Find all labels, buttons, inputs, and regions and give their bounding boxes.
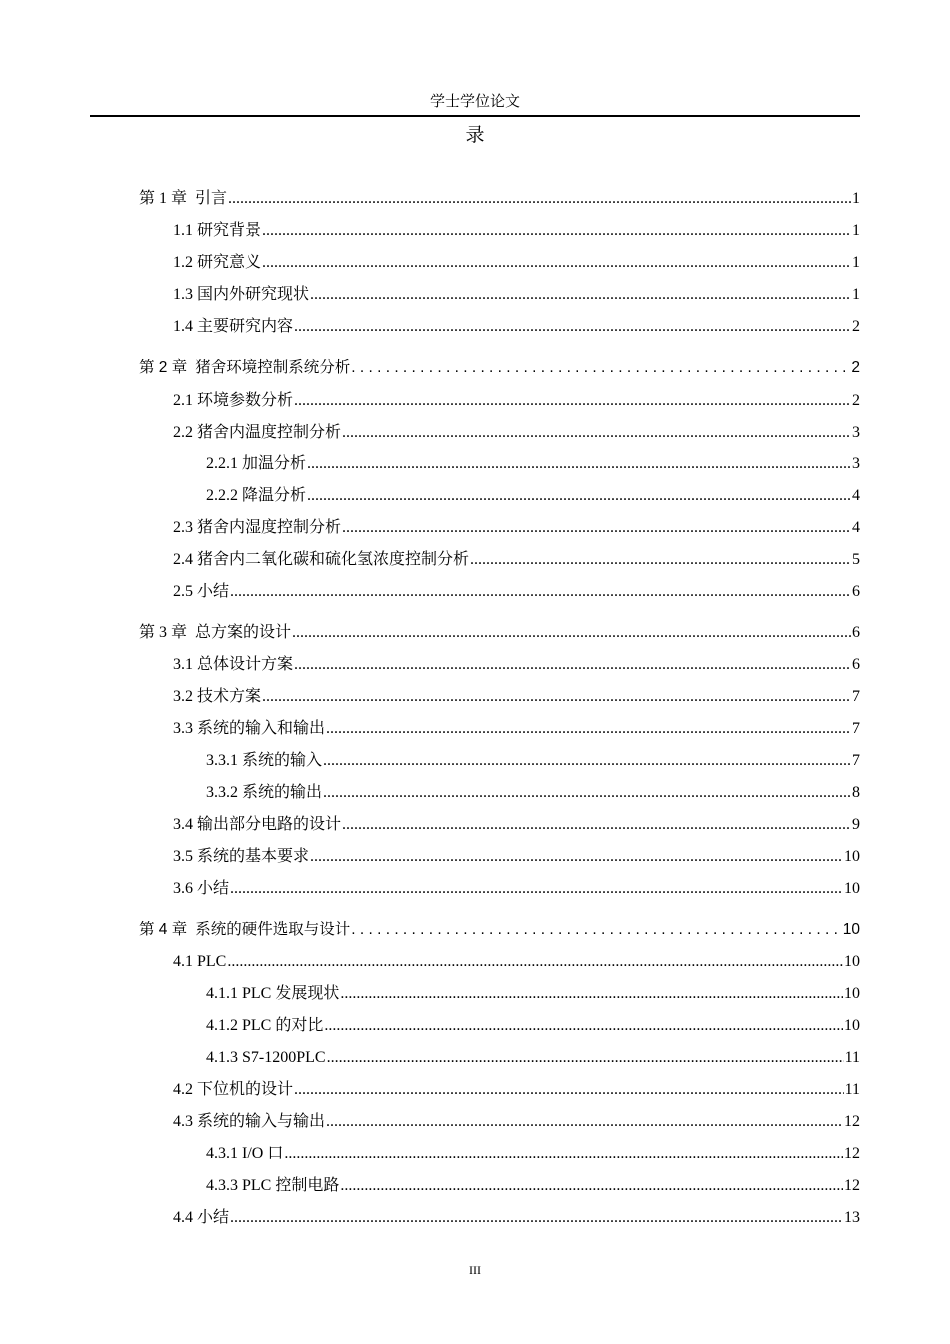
toc-entry[interactable] [206,1016,860,1036]
toc-entry[interactable] [206,1176,860,1196]
toc-entry[interactable] [173,582,860,602]
toc-entry-number: 3.5 [173,848,193,865]
toc-entry-label [206,984,339,1004]
toc-leader-dots [310,285,851,305]
toc-entry-title: 降温分析 [242,487,307,504]
toc-entry-number: 2.3 [173,519,193,536]
toc-entry[interactable] [206,454,860,474]
toc-entry-number: 4.4 [173,1209,193,1226]
toc-entry-title: PLC 的对比 [242,1017,324,1034]
toc-entry-title: 加温分析 [242,455,307,472]
toc-entry-page: 2 [852,318,860,335]
toc-entry-label [206,1048,326,1068]
toc-entry-label [173,719,325,739]
toc-entry-title: 系统的硬件选取与设计 [195,921,351,938]
toc-entry-title: 研究意义 [197,254,262,271]
toc-entry[interactable] [173,655,860,675]
toc-entry-label [173,687,261,707]
toc-entry-number: 1.1 [173,222,193,239]
toc-entry-title: 技术方案 [197,688,262,705]
toc-entry-page: 12 [844,1177,860,1194]
toc-leader-dots [230,1208,843,1228]
toc-entry-page: 6 [852,583,860,600]
toc-entry-number: 2.1 [173,392,193,409]
toc-entry-number: 第 3 章 [139,624,188,641]
header-rule [90,115,860,117]
toc-entry-number: 第 4 章 [139,921,188,938]
toc-entry-title: 系统的基本要求 [197,848,310,865]
toc-leader-dots [324,1016,843,1036]
toc-entry-title: PLC 控制电路 [242,1177,340,1194]
toc-entry[interactable] [206,783,860,803]
toc-entry-title: 猪舍内湿度控制分析 [197,519,342,536]
toc-leader-dots [342,518,851,538]
toc-entry-title: 猪舍环境控制系统分析 [195,359,351,376]
toc-leader-dots [307,454,851,474]
toc-entry-number: 4.3 [173,1113,193,1130]
toc-leader-dots [230,582,851,602]
toc-entry-page: 10 [844,880,860,897]
toc-entry-page: 6 [852,656,860,673]
toc-entry-label [173,1112,325,1132]
toc-entry-label [173,1208,229,1228]
toc-entry-label [206,1016,323,1036]
toc-entry-page: 1 [852,254,860,271]
toc-entry-title: PLC [197,953,227,970]
toc-entry[interactable] [173,847,860,867]
toc-entry-page: 7 [852,720,860,737]
toc-entry-page: 3 [852,455,860,472]
toc-entry-page: 10 [844,953,860,970]
toc-entry-page: 10 [842,921,860,938]
toc-entry-title: 国内外研究现状 [197,286,310,303]
toc-entry[interactable] [139,920,860,940]
toc-entry-page: 5 [852,551,860,568]
toc-entry[interactable] [173,518,860,538]
toc-entry-label [139,189,227,209]
toc-leader-dots [327,1048,844,1068]
toc-entry-title: 猪舍内温度控制分析 [197,424,342,441]
toc-entry[interactable] [173,952,860,972]
toc-leader-dots [294,655,851,675]
toc-entry-title: 小结 [197,1209,230,1226]
toc-entry-label [173,423,341,443]
toc-entry-page: 3 [852,424,860,441]
toc-entry-title: 系统的输入与输出 [197,1113,326,1130]
toc-entry-page: 10 [844,1017,860,1034]
toc-entry-number: 2.2 [173,424,193,441]
toc-entry-number: 3.3.2 [206,784,238,801]
toc-entry-page: 1 [852,190,860,207]
toc-entry-page: 11 [844,1049,860,1066]
toc-entry-page: 9 [852,816,860,833]
toc-entry-page: 4 [852,519,860,536]
toc-entry-title: 总方案的设计 [195,624,292,641]
toc-entry-number: 2.4 [173,551,193,568]
toc-leader-dots [340,984,843,1004]
toc-entry-number: 4.1.1 [206,985,238,1002]
toc-leader-dots [342,423,851,443]
toc-entry[interactable] [173,253,860,273]
toc-leader-dots [470,550,851,570]
toc-entry[interactable] [173,879,860,899]
toc-entry-page: 1 [852,222,860,239]
toc-entry-title: 小结 [197,880,230,897]
toc-entry[interactable] [139,623,860,643]
toc-entry[interactable] [206,486,860,506]
toc-entry-label [206,783,322,803]
toc-leader-dots [227,952,843,972]
toc-entry-label [173,847,309,867]
toc-entry-page: 8 [852,784,860,801]
toc-entry-number: 3.1 [173,656,193,673]
toc-entry-page: 7 [852,752,860,769]
toc-entry-page: 10 [844,848,860,865]
toc-entry[interactable] [206,1144,860,1164]
toc-entry[interactable] [173,687,860,707]
toc-entry-label [206,1176,339,1196]
toc-entry-label [173,879,229,899]
toc-entry-label [173,253,261,273]
toc-entry[interactable] [173,719,860,739]
toc-entry-title: S7-1200PLC [242,1049,326,1066]
toc-entry-label [173,285,309,305]
toc-entry[interactable] [206,1048,860,1068]
toc-leader-dots [323,751,851,771]
toc-leader-dots [292,623,851,643]
toc-entry-label [173,518,341,538]
toc-entry-label [173,1080,293,1100]
toc-entry[interactable] [173,1080,860,1100]
toc-entry-title: 系统的输入和输出 [197,720,326,737]
toc-title: 录 [465,125,485,146]
toc-entry-number: 4.1.2 [206,1017,238,1034]
toc-entry-number: 4.3.3 [206,1177,238,1194]
toc-entry-title: 研究背景 [197,222,262,239]
toc-leader-dots [262,687,851,707]
toc-entry-number: 3.3 [173,720,193,737]
toc-entry-page: 1 [852,286,860,303]
toc-entry-number: 1.3 [173,286,193,303]
toc-entry-number: 1.4 [173,318,193,335]
toc-entry[interactable] [173,221,860,241]
toc-entry-number: 4.1.3 [206,1049,238,1066]
toc-entry-label [139,358,350,378]
toc-entry-number: 2.2.2 [206,487,238,504]
toc-entry-number: 3.4 [173,816,193,833]
toc-entry-number: 4.1 [173,953,193,970]
toc-entry-title: 总体设计方案 [197,656,294,673]
toc-entry-label [173,655,293,675]
toc-entry-label [139,623,291,643]
toc-entry-page: 4 [852,487,860,504]
toc-entry-title: 猪舍内二氧化碳和硫化氢浓度控制分析 [197,551,470,568]
toc-entry[interactable] [139,189,860,209]
toc-entry-title: 环境参数分析 [197,392,294,409]
toc-leader-dots [323,783,851,803]
toc-entry-page: 12 [844,1145,860,1162]
toc-entry-label [173,550,469,570]
toc-entry[interactable] [173,815,860,835]
toc-entry[interactable] [173,391,860,411]
toc-entry[interactable] [173,550,860,570]
toc-entry-number: 第 1 章 [139,190,188,207]
toc-entry-page: 13 [844,1209,860,1226]
toc-leader-dots [262,221,851,241]
toc-entry-number: 3.3.1 [206,752,238,769]
page-number: III [469,1263,481,1277]
toc-entry-label [173,952,226,972]
toc-entry-title: 引言 [195,190,228,207]
toc-entry[interactable] [173,1112,860,1132]
toc-leader-dots [351,358,850,378]
toc-entry-label [139,920,350,940]
toc-entry-page: 2 [851,359,860,376]
toc-entry-page: 10 [844,985,860,1002]
toc-entry-label [173,391,293,411]
toc-leader-dots [351,920,842,940]
toc-entry-title: 系统的输入 [242,752,323,769]
toc-entry-label [173,582,229,602]
toc-leader-dots [294,1080,844,1100]
toc-entry-number: 4.2 [173,1081,193,1098]
toc-leader-dots [326,719,851,739]
toc-leader-dots [310,847,843,867]
toc-entry-number: 2.2.1 [206,455,238,472]
toc-leader-dots [307,486,851,506]
toc-entry-page: 7 [852,688,860,705]
toc-leader-dots [228,189,851,209]
toc-leader-dots [294,317,851,337]
toc-leader-dots [342,815,851,835]
toc-entry-number: 3.6 [173,880,193,897]
toc-entry[interactable] [173,1208,860,1228]
toc-entry-number: 4.3.1 [206,1145,238,1162]
toc-entry-label [206,751,322,771]
toc-entry-title: PLC 发展现状 [242,985,340,1002]
toc-entry-title: 下位机的设计 [197,1081,294,1098]
toc-entry-number: 2.5 [173,583,193,600]
toc-entry-number: 第 2 章 [139,359,188,376]
toc-entry-title: I/O 口 [242,1145,284,1162]
toc-entry-page: 2 [852,392,860,409]
page-header: 学士学位论文 [429,94,520,110]
toc-entry-label [173,815,341,835]
toc-entry[interactable] [173,423,860,443]
toc-leader-dots [262,253,851,273]
toc-entry-label [206,486,306,506]
toc-entry-label [206,1144,283,1164]
toc-entry-page: 6 [852,624,860,641]
toc-entry[interactable] [206,984,860,1004]
toc-entry[interactable] [139,358,860,378]
toc-leader-dots [284,1144,843,1164]
toc-leader-dots [326,1112,843,1132]
toc-entry-title: 输出部分电路的设计 [197,816,342,833]
toc-entry-label [173,317,293,337]
toc-entry[interactable] [206,751,860,771]
toc-entry-title: 系统的输出 [242,784,323,801]
toc-entry-label [173,221,261,241]
toc-entry-title: 小结 [197,583,230,600]
toc-entry-label [206,454,306,474]
toc-leader-dots [294,391,851,411]
toc-leader-dots [230,879,843,899]
toc-entry-number: 3.2 [173,688,193,705]
toc-entry[interactable] [173,285,860,305]
toc-entry[interactable] [173,317,860,337]
toc-entry-number: 1.2 [173,254,193,271]
toc-entry-title: 主要研究内容 [197,318,294,335]
toc-leader-dots [340,1176,843,1196]
toc-entry-page: 12 [844,1113,860,1130]
toc-entry-page: 11 [844,1081,860,1098]
